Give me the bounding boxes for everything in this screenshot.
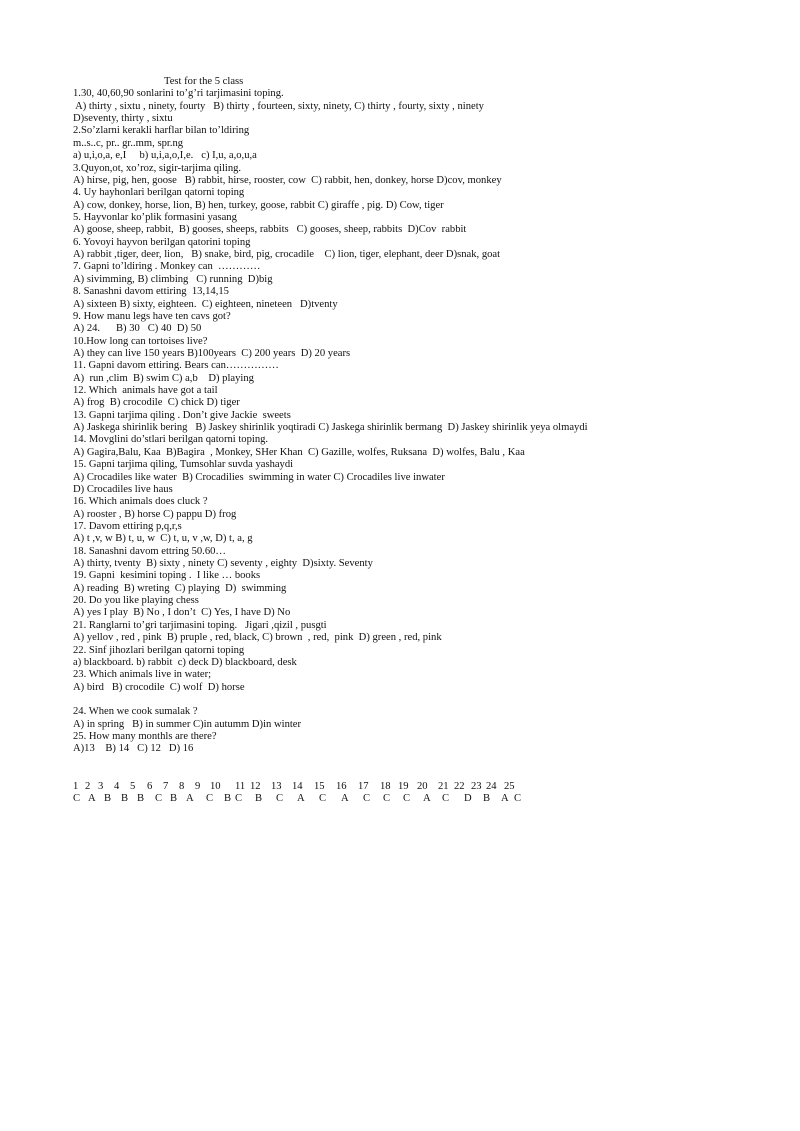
text-line: 8. Sanashni davom ettiring 13,14,15 bbox=[73, 286, 229, 298]
text-line: D)seventy, thirty , sixtu bbox=[73, 113, 173, 125]
text-line: D) Crocadiles live haus bbox=[73, 483, 173, 495]
text-line: A) they can live 150 years B)100years C) 200 years D) 20 years bbox=[73, 347, 351, 359]
answer-key-number: 24 bbox=[486, 781, 497, 792]
text-line: A) yes I play B) No , I don’t C) Yes, I have D) No bbox=[73, 607, 291, 619]
answer-key-number: 21 bbox=[438, 781, 449, 792]
answer-key-letter: C bbox=[235, 793, 243, 805]
text-line: A) reading B) wreting C) playing D) swimming bbox=[73, 582, 287, 594]
answer-key-letter: C bbox=[319, 793, 327, 805]
text-line: a) blackboard. b) rabbit c) deck D) blackboard, desk bbox=[73, 656, 297, 668]
answer-key-number: 10 bbox=[210, 781, 221, 792]
answer-key-letter: B bbox=[224, 793, 232, 805]
text-line: A) t ,v, w B) t, u, w C) t, u, v ,w, D) t, a, g bbox=[73, 533, 253, 545]
text-line: 12. Which animals have got a tail bbox=[73, 385, 218, 397]
answer-key-letter: C bbox=[276, 793, 284, 805]
text-line: A) in spring B) in summer C)in autumm D)in winter bbox=[73, 718, 302, 730]
text-line: A) bird B) crocodile C) wolf D) horse bbox=[73, 681, 245, 693]
text-line: A) run ,clim B) swim C) a,b D) playing bbox=[73, 372, 254, 384]
answer-key-number: 17 bbox=[358, 781, 369, 792]
answer-key-letter: A bbox=[341, 793, 349, 805]
answer-key-letter: B bbox=[104, 793, 112, 805]
answer-key-letter: A bbox=[501, 793, 509, 805]
answer-key-number: 19 bbox=[398, 781, 409, 792]
answer-key-number: 2 bbox=[85, 781, 91, 792]
text-line: A) rooster , B) horse C) pappu D) frog bbox=[73, 508, 237, 520]
answer-key-number: 25 bbox=[504, 781, 515, 792]
text-line: A) sixteen B) sixty, eighteen. C) eighteen, nineteen D)tventy bbox=[73, 298, 338, 310]
text-line: 1.30, 40,60,90 sonlarini to’g’ri tarjimasini toping. bbox=[73, 88, 284, 100]
text-line: A) yellov , red , pink B) pruple , red, black, C) brown , red, pink D) green , red, pink bbox=[73, 632, 442, 644]
text-line: 17. Davom ettiring p,q,r,s bbox=[73, 520, 182, 532]
answer-key-letter: C bbox=[514, 793, 522, 805]
text-line: 9. How manu legs have ten cavs got? bbox=[73, 310, 231, 322]
answer-key-letter: C bbox=[363, 793, 371, 805]
answer-key-letter: B bbox=[483, 793, 491, 805]
text-line: A)13 B) 14 C) 12 D) 16 bbox=[73, 743, 194, 755]
text-line: 14. Movglini do’stlari berilgan qatorni toping. bbox=[73, 434, 269, 446]
answer-key-letter: B bbox=[170, 793, 178, 805]
text-line: 13. Gapni tarjima qiling . Don’t give Jackie sweets bbox=[73, 409, 291, 421]
text-line: A) rabbit ,tiger, deer, lion, B) snake, bird, pig, crocadile C) lion, tiger, elephant, deer D)snak, goat bbox=[73, 249, 501, 261]
text-line: 5. Hayvonlar ko’plik formasini yasang bbox=[73, 211, 237, 223]
text-line: 3.Quyon,ot, xo’roz, sigir-tarjima qiling. bbox=[73, 162, 242, 174]
answer-key-number: 20 bbox=[417, 781, 428, 792]
text-line: 22. Sinf jihozlari berilgan qatorni toping bbox=[73, 644, 245, 656]
answer-key-number: 16 bbox=[336, 781, 347, 792]
text-line: 11. Gapni davom ettiring. Bears can…………… bbox=[73, 360, 279, 372]
text-line: 6. Yovoyi hayvon berilgan qatorini toping bbox=[73, 236, 251, 248]
blank-line bbox=[73, 694, 588, 706]
answer-key-number: 7 bbox=[163, 781, 169, 792]
text-line: 19. Gapni kesimini toping . I like … books bbox=[73, 570, 261, 582]
text-line: A) hirse, pig, hen, goose B) rabbit, hirse, rooster, cow C) rabbit, hen, donkey, horse D)cov, monkey bbox=[73, 174, 502, 186]
answer-key-number: 14 bbox=[292, 781, 303, 792]
answer-key-letter: B bbox=[255, 793, 263, 805]
answer-key-number: 9 bbox=[195, 781, 201, 792]
answer-key-letter: C bbox=[383, 793, 391, 805]
text-line: A) frog B) crocodile C) chick D) tiger bbox=[73, 397, 240, 409]
answer-key-number: 13 bbox=[271, 781, 282, 792]
answer-key-number: 4 bbox=[114, 781, 120, 792]
text-line: 16. Which animals does cluck ? bbox=[73, 496, 208, 508]
text-line: A) sivimming, B) climbing C) running D)big bbox=[73, 273, 273, 285]
text-line: 4. Uy hayhonlari berilgan qatorni toping bbox=[73, 187, 245, 199]
answer-key-letter: C bbox=[403, 793, 411, 805]
text-line: 2.So’zlarni kerakli harflar bilan to’ldiring bbox=[73, 125, 250, 137]
answer-key-number: 18 bbox=[380, 781, 391, 792]
answer-key-letter: A bbox=[186, 793, 194, 805]
text-line: 24. When we cook sumalak ? bbox=[73, 706, 198, 718]
text-line: 18. Sanashni davom ettring 50.60… bbox=[73, 545, 227, 557]
text-line: A) thirty , sixtu , ninety, fourty B) thirty , fourteen, sixty, ninety, C) thirty , fourty, sixty , ninety bbox=[73, 100, 484, 112]
answer-key-number: 12 bbox=[250, 781, 261, 792]
answer-key-letter: D bbox=[464, 793, 472, 805]
text-line: 25. How many monthls are there? bbox=[73, 731, 217, 743]
answer-key-number: 23 bbox=[471, 781, 482, 792]
text-line: A) 24. B) 30 C) 40 D) 50 bbox=[73, 323, 202, 335]
test-title: Test for the 5 class bbox=[164, 76, 244, 87]
text-line: A) Gagira,Balu, Kaa B)Bagira , Monkey, SHer Khan C) Gazille, wolfes, Ruksana D) wolfes, Balu , Kaa bbox=[73, 446, 525, 458]
text-line: 23. Which animals live in water; bbox=[73, 669, 212, 681]
text-line: 20. Do you like playing chess bbox=[73, 595, 199, 607]
answer-key-letter: C bbox=[206, 793, 214, 805]
answer-key-number: 1 bbox=[73, 781, 79, 792]
answer-key-letter: B bbox=[137, 793, 145, 805]
text-line: a) u,i,o,a, e,I b) u,i,a,o,I,e. c) I,u, a,o,u,a bbox=[73, 150, 257, 162]
answer-key-letter: C bbox=[73, 793, 81, 805]
answer-key-number: 3 bbox=[98, 781, 104, 792]
answer-key-number: 22 bbox=[454, 781, 465, 792]
text-line: 21. Ranglarni to’gri tarjimasini toping. Jigari ,qizil , pusgti bbox=[73, 619, 327, 631]
text-line: m..s..c, pr.. gr..mm, spr.ng bbox=[73, 137, 184, 149]
answer-key-letter: A bbox=[88, 793, 96, 805]
text-line: A) cow, donkey, horse, lion, B) hen, turkey, goose, rabbit C) giraffe , pig. D) Cow, tiger bbox=[73, 199, 444, 211]
answer-key-number: 11 bbox=[235, 781, 246, 792]
text-line: 10.How long can tortoises live? bbox=[73, 335, 208, 347]
text-line: 7. Gapni to’ldiring . Monkey can ………… bbox=[73, 261, 261, 273]
text-line: A) Jaskega shirinlik bering B) Jaskey shirinlik yoqtiradi C) Jaskega shirinlik bermang D) Jaskey shirinlik yeya olmaydi bbox=[73, 422, 588, 434]
answer-key-letter: A bbox=[297, 793, 305, 805]
answer-key-letter: C bbox=[155, 793, 163, 805]
text-line: A) Crocadiles like water B) Crocadilies swimming in water C) Crocadiles live inwater bbox=[73, 471, 445, 483]
answer-key-number: 5 bbox=[130, 781, 136, 792]
text-line: A) thirty, tventy B) sixty , ninety C) seventy , eighty D)sixty. Seventy bbox=[73, 558, 373, 570]
text-line: 15. Gapni tarjima qiling, Tumsohlar suvda yashaydi bbox=[73, 459, 294, 471]
answer-key-number: 8 bbox=[179, 781, 185, 792]
answer-key-number: 15 bbox=[314, 781, 325, 792]
answer-key-letter: C bbox=[442, 793, 450, 805]
question-list bbox=[73, 88, 588, 755]
answer-key-number: 6 bbox=[147, 781, 153, 792]
answer-key-letter: A bbox=[423, 793, 431, 805]
answer-key-letter: B bbox=[121, 793, 129, 805]
text-line: A) goose, sheep, rabbit, B) gooses, sheeps, rabbits C) gooses, sheep, rabbits D)Cov rabbit bbox=[73, 224, 467, 236]
